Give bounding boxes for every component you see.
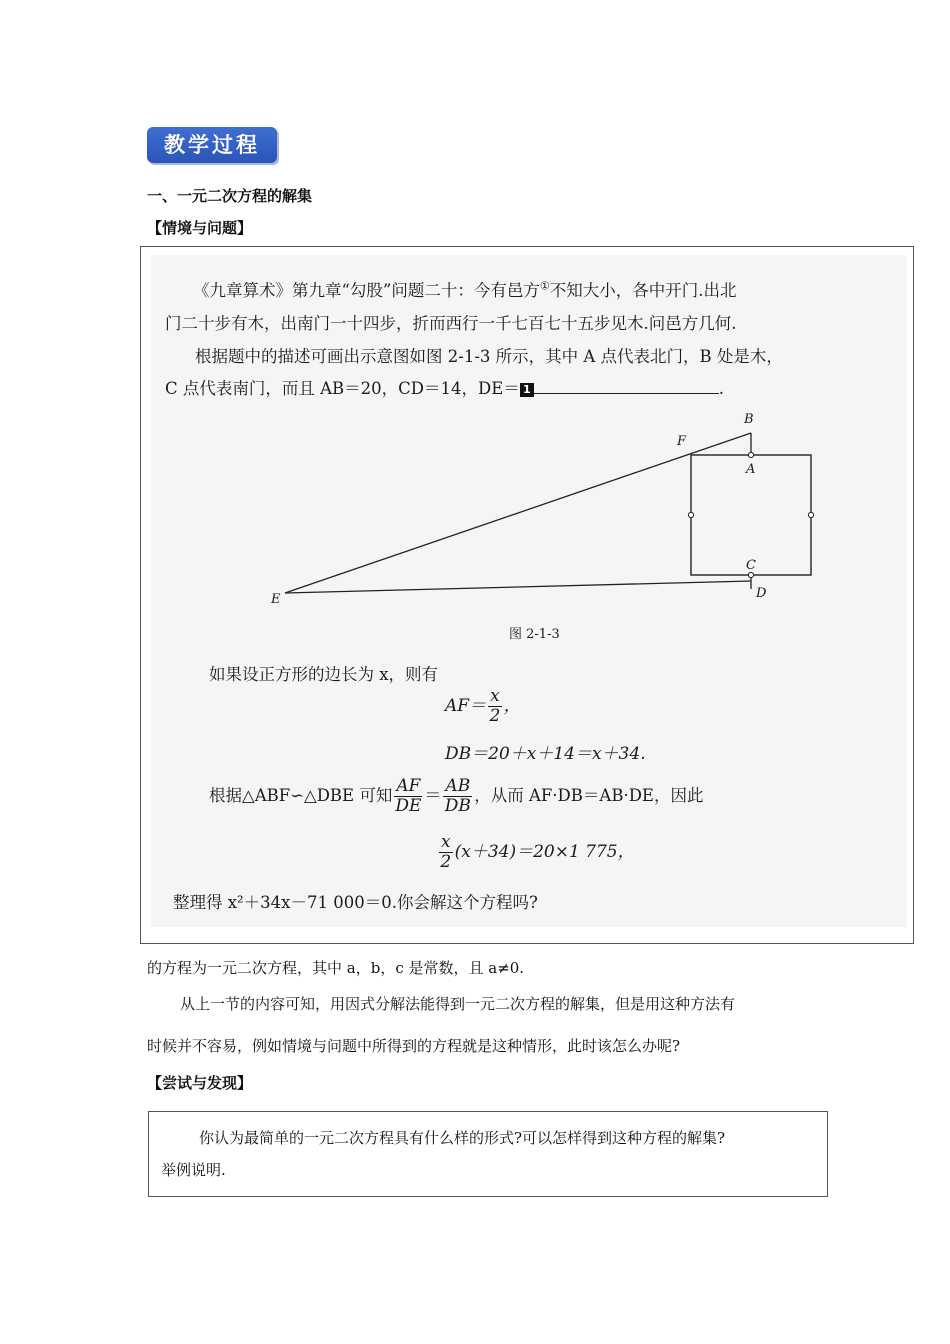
line-e-b — [285, 433, 751, 593]
point-a-gate — [748, 452, 753, 457]
equation-product-numerator: x — [441, 832, 451, 852]
equation-af-numerator: x — [490, 686, 500, 706]
equation-product — [437, 833, 635, 872]
label-a: A — [746, 462, 756, 477]
ratio-ab-db-denominator: DB — [444, 796, 471, 816]
footnote-mark: ① — [539, 279, 550, 293]
paragraph-line-1: 从上一节的内容可知，用因式分解法能得到一元二次方程的解集，但是用这种方法有 — [180, 995, 736, 1013]
final-equation-line: 整理得 x²＋34x－71 000＝0.你会解这个方程吗? — [173, 893, 538, 912]
similarity-prefix: 根据△ABF∽△DBE 可知 — [209, 786, 393, 805]
excerpt-line-4-text: C 点代表南门，而且 AB＝20，CD＝14，DE＝ — [165, 379, 520, 398]
section-badge-label: 教学过程 — [164, 133, 260, 157]
label-f: F — [677, 434, 687, 449]
east-gate — [808, 512, 813, 517]
try-discover-box — [148, 1111, 828, 1197]
textbook-excerpt — [151, 255, 907, 927]
label-d: D — [756, 586, 767, 601]
scenario-heading: 【情境与问题】 — [147, 219, 253, 237]
point-c-gate — [748, 572, 753, 577]
excerpt-line-1-text: 《九章算术》第九章“勾股”问题二十：今有邑方 — [193, 281, 540, 300]
equation-product-fraction — [439, 833, 453, 872]
excerpt-line-4-end: . — [718, 379, 725, 398]
equation-product-rest: (x＋34)＝20×1 775， — [454, 842, 635, 862]
paragraph-line-2: 时候并不容易，例如情境与问题中所得到的方程就是这种情形，此时该怎么办呢? — [147, 1037, 681, 1055]
ratio-ab-db — [443, 777, 472, 816]
similarity-line — [209, 777, 703, 816]
textbook-excerpt-frame — [140, 246, 914, 944]
equation-af — [445, 687, 521, 726]
ratio-ab-db-numerator: AB — [445, 776, 471, 796]
section-title: 一、一元二次方程的解集 — [147, 187, 313, 205]
west-gate — [688, 512, 693, 517]
ratio-af-de — [394, 777, 422, 816]
label-e: E — [271, 592, 281, 605]
answer-blank-line — [534, 379, 719, 394]
line-e-d — [285, 581, 751, 593]
equation-af-denominator: 2 — [489, 706, 501, 726]
excerpt-line-1 — [193, 277, 737, 301]
equation-product-denominator: 2 — [440, 852, 452, 872]
try-box-line-2: 举例说明. — [161, 1161, 226, 1179]
setup-line: 如果设正方形的边长为 x，则有 — [209, 665, 439, 684]
excerpt-line-4 — [165, 375, 724, 399]
equation-af-lhs: AF＝ — [445, 696, 487, 716]
excerpt-line-3: 根据题中的描述可画出示意图如图 2-1-3 所示，其中 A 点代表北门，B 处是木， — [195, 347, 783, 366]
figure-caption: 图 2-1-3 — [509, 627, 560, 642]
blank-number-marker: 1 — [520, 383, 534, 397]
equation-db: DB＝20＋x＋14＝x＋34. — [445, 744, 646, 764]
excerpt-line-2: 门二十步有木，出南门一十四步，折而西行一千七百七十五步见木.问邑方几何. — [165, 314, 737, 333]
similarity-suffix: ，从而 AF·DB＝AB·DE，因此 — [474, 786, 704, 805]
excerpt-line-1-tail: 不知大小，各中开门.出北 — [549, 281, 737, 300]
section-badge — [147, 127, 277, 163]
equation-af-fraction — [488, 687, 502, 726]
try-box-line-1: 你认为最简单的一元二次方程具有什么样的形式?可以怎样得到这种方程的解集? — [199, 1129, 726, 1147]
ratio-equals: ＝ — [424, 786, 442, 806]
figure-2-1-3 — [241, 405, 841, 605]
equation-af-end: ， — [503, 696, 521, 716]
try-discover-heading: 【尝试与发现】 — [147, 1074, 253, 1092]
label-b: B — [744, 412, 754, 427]
ratio-af-de-numerator: AF — [396, 776, 421, 796]
definition-paragraph: 的方程为一元二次方程，其中 a，b，c 是常数，且 a≠0. — [147, 959, 525, 977]
label-c: C — [746, 558, 756, 573]
ratio-af-de-denominator: DE — [395, 796, 422, 816]
